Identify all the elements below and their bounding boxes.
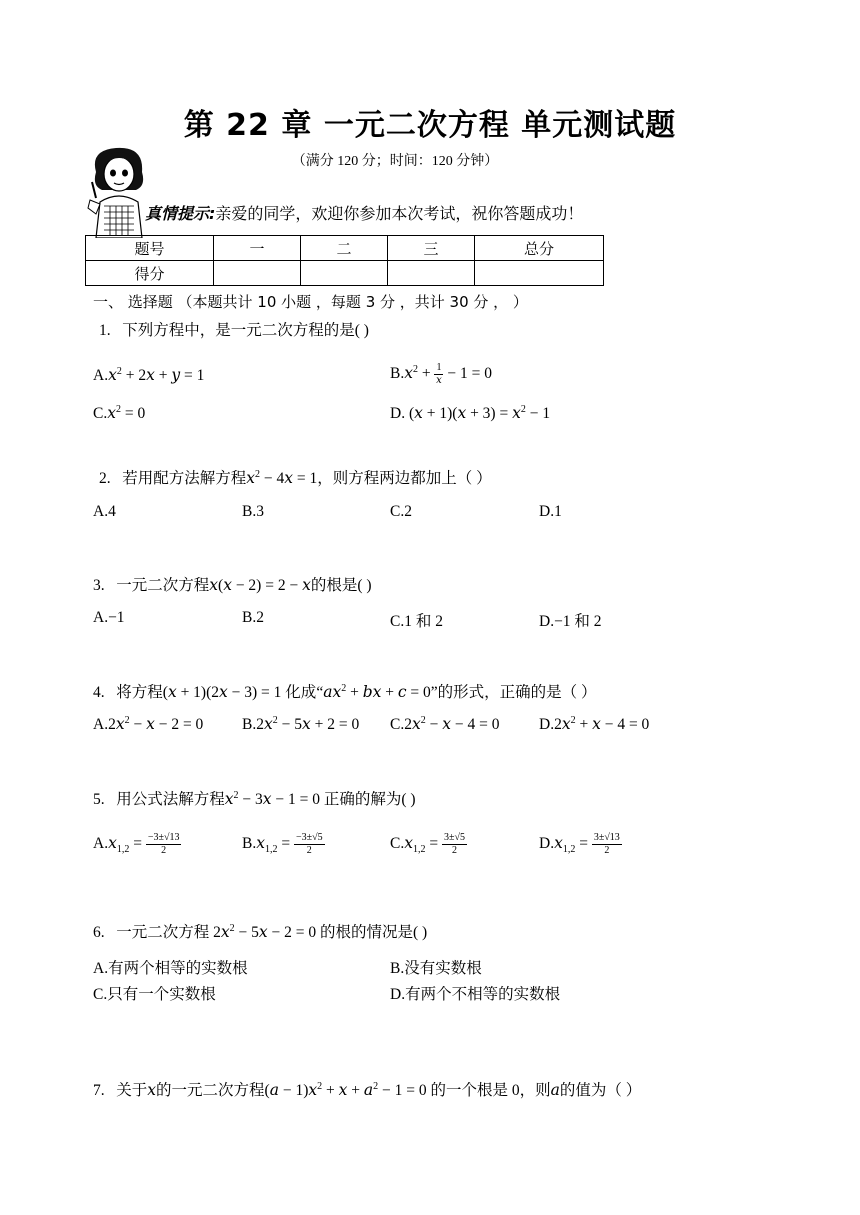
- question-text-post: 的根的情况是( ): [316, 924, 428, 941]
- question-text-pre: 用公式法解方程: [116, 791, 225, 808]
- tip-label: 真情提示:: [145, 204, 216, 223]
- question-text-mid2: 的一个根是 0，则: [426, 1082, 551, 1099]
- score-cell-part-3[interactable]: [388, 261, 475, 286]
- q2-option-d[interactable]: D.1: [539, 503, 562, 520]
- question-7: 7. 关于x的一元二次方程$(a - 1)x^2 + x + a^2 - 1 = 0$ 的一个根是 0，则a的值为（ ）: [93, 1080, 642, 1099]
- section-heading-choice: 一、 选择题 （本题共计 10 小题 ，每题 3 分 ，共计 30 分 ， ）: [93, 293, 528, 311]
- question-text-post: 的值为（ ）: [559, 1082, 642, 1099]
- q4-option-d[interactable]: $D.2x^2 + x - 4 = 0$: [539, 714, 650, 733]
- q4-option-a[interactable]: $A.2x^2 - x - 2 = 0$: [93, 714, 204, 733]
- q4-option-b[interactable]: $B.2x^2 - 5x + 2 = 0$: [242, 714, 360, 733]
- q5-option-a[interactable]: $A.x_{1,2}$ = $\frac{-3\pm√13}{2}$: [93, 832, 180, 856]
- question-text-post: 的根是( ): [310, 577, 372, 594]
- q5-option-c[interactable]: $C.x_{1,2}$ = $\frac{3\pm√5}{2}$: [390, 832, 465, 856]
- score-table-score-row: [86, 261, 604, 286]
- score-cell-part-1[interactable]: [214, 261, 301, 286]
- question-text-mid: 的一元二次方程: [156, 1082, 265, 1099]
- header-cell-part-1: 一: [214, 236, 301, 261]
- header-cell-part-2: 二: [301, 236, 388, 261]
- q5-option-b[interactable]: $B.x_{1,2}$ = $\frac{-3\pm√5}{2}$: [242, 832, 323, 856]
- q1-option-a[interactable]: $A.x^2 + 2x + y = 1$: [93, 365, 205, 384]
- q3-option-a[interactable]: A.−1: [93, 609, 125, 626]
- question-4: 4. 将方程(x + 1)(2x − 3) = 1 化成“$ax^2$ + bx + c = 0”的形式，正确的是（ ）: [93, 682, 597, 701]
- q6-option-a[interactable]: A.有两个相等的实数根: [93, 960, 248, 977]
- question-2: 2. 若用配方法解方程$x^2 - 4x = 1$，则方程两边都加上（ ）: [99, 468, 492, 487]
- question-text-pre: 将方程: [116, 684, 163, 701]
- question-6: 6. 一元二次方程 $2x^2 - 5x - 2 = 0$ 的根的情况是( ): [93, 922, 428, 941]
- q3-option-d[interactable]: D.−1 和 2: [539, 613, 602, 630]
- q6-option-d[interactable]: D.有两个不相等的实数根: [390, 986, 561, 1003]
- q3-option-b[interactable]: B.2: [242, 609, 264, 626]
- q1-option-c[interactable]: $C.x^2 = 0$: [93, 403, 146, 422]
- question-text-post: 的形式，正确的是（ ）: [437, 684, 597, 701]
- q6-option-b[interactable]: B.没有实数根: [390, 960, 482, 977]
- question-number: 2.: [99, 470, 111, 487]
- question-1: [99, 318, 369, 340]
- question-text-pre: 关于: [116, 1082, 148, 1099]
- q5-option-d[interactable]: $D.x_{1,2}$ = $\frac{3\pm√13}{2}$: [539, 832, 620, 856]
- question-text-mid: 化成: [281, 684, 317, 701]
- q3-option-c[interactable]: C.1 和 2: [390, 613, 443, 630]
- tip-text: 亲爱的同学，欢迎你参加本次考试，祝你答题成功！: [215, 204, 584, 223]
- question-number: 5.: [93, 791, 105, 808]
- q6-option-c[interactable]: C.只有一个实数根: [93, 986, 216, 1003]
- question-text-post: 正确的解为( ): [320, 791, 416, 808]
- question-number: 7.: [93, 1082, 105, 1099]
- q2-option-c[interactable]: C.2: [390, 503, 412, 520]
- question-text-pre: 一元二次方程: [116, 924, 214, 941]
- score-table-header-row: [86, 236, 604, 261]
- greeting-tip: [145, 201, 583, 224]
- page-subtitle: （满分 120 分；时间：120 分钟）: [291, 154, 499, 169]
- question-text-pre: 若用配方法解方程: [122, 470, 247, 487]
- header-cell-question-number: 题号: [86, 236, 214, 261]
- q1-option-d[interactable]: D. $(x + 1)(x + 3) = x^2 - 1$: [390, 403, 551, 422]
- page-title: 第 22 章 一元二次方程 单元测试题: [183, 108, 677, 143]
- q2-option-b[interactable]: B.3: [242, 503, 264, 520]
- question-5: 5. 用公式法解方程$x^2 - 3x - 1 = 0$ 正确的解为( ): [93, 789, 416, 808]
- q2-option-a[interactable]: A.4: [93, 503, 116, 520]
- header-cell-part-3: 三: [388, 236, 475, 261]
- question-text: 下列方程中，是一元二次方程的是( ): [122, 322, 369, 339]
- score-row-label: 得分: [86, 261, 214, 286]
- question-number: 1.: [99, 322, 111, 339]
- score-table: [85, 235, 604, 286]
- q4-option-c[interactable]: $C.2x^2 - x - 4 = 0$: [390, 714, 500, 733]
- question-number: 3.: [93, 577, 105, 594]
- score-cell-total[interactable]: [475, 261, 604, 286]
- question-text-post: ，则方程两边都加上（ ）: [317, 470, 492, 487]
- question-3: 3. 一元二次方程x(x − 2) = 2 − x的根是( ): [93, 576, 372, 594]
- question-number: 6.: [93, 924, 105, 941]
- score-cell-part-2[interactable]: [301, 261, 388, 286]
- question-text-pre: 一元二次方程: [116, 577, 210, 594]
- student-cartoon-illustration: [86, 142, 152, 238]
- question-number: 4.: [93, 684, 105, 701]
- q1-option-b[interactable]: $B.x^2$ + $\frac{1}{x}$ − 1 = 0: [390, 362, 492, 386]
- header-cell-total: 总分: [475, 236, 604, 261]
